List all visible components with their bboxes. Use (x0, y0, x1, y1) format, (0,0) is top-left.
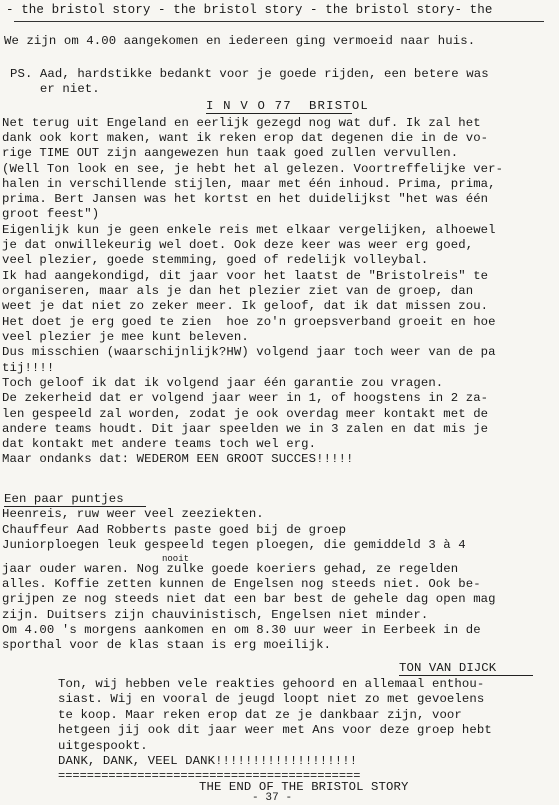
body-line: organiseren, maar als je dan het plezier ziet van de groep, dan (2, 284, 474, 298)
author-underline (399, 675, 533, 676)
body-line: len gespeeld zal worden, zodat je ook overdag meer kontakt met de (2, 407, 489, 421)
point-line: Juniorploegen leuk gespeeld tegen ploegen, die gemiddeld 3 à 4 (2, 538, 466, 552)
title-underline (206, 113, 352, 114)
intro-line: PS. Aad, hardstikke bedankt voor je goede rijden, een betere was (10, 67, 489, 81)
body-line: Dus misschien (waarschijnlijk?HW) volgend jaar toch weer van de pa (2, 345, 496, 359)
intro-line: er niet. (10, 82, 100, 96)
body-line: Ik had aangekondigd, dit jaar voor het laatst de "Bristolreis" te (2, 269, 489, 283)
point-line: Om 4.00 's morgens aankomen en om 8.30 uur weer in Eerbeek in de (2, 623, 481, 637)
point-line: grijpen ze nog steeds niet dat een bar best de gehele dag open mag (2, 592, 496, 606)
running-header: - the bristol story - the bristol story - the bristol story- the (6, 3, 493, 17)
page-number: - 37 - (252, 792, 293, 804)
body-line: dat kontakt met andere teams toch wel erg. (2, 437, 317, 451)
body-line: Het doet je erg goed te zien hoe zo'n groepsverband groeit en hoe (2, 315, 496, 329)
body-line: dank ook kort maken, want ik reken erop dat degenen die in de vo- (2, 131, 489, 145)
body-line: De zekerheid dat er volgend jaar weer in 1, of hoogstens in 2 za- (2, 391, 489, 405)
reply-line: siast. Wij en vooral de jeugd loopt niet zo met gevoelens (58, 692, 485, 706)
body-line: halen in verschillende stijlen, maar met één inhoud. Prima, prima, (2, 177, 496, 191)
body-line: groot feest") (2, 207, 100, 221)
body-line: (Well Ton look en see, je hebt het al gelezen. Voortreffelijke ver- (2, 162, 504, 176)
reply-line: DANK, DANK, VEEL DANK!!!!!!!!!!!!!!!!!!! (58, 754, 358, 768)
point-line: zijn. Duitsers zijn chauvinistisch, Engelsen niet minder. (2, 608, 429, 622)
body-line: andere teams houdt. Dit jaar speelden we in 3 zalen en dat mis je (2, 422, 489, 436)
separator: ========================================== (58, 769, 361, 783)
footer-title: THE END OF THE BRISTOL STORY (199, 780, 409, 794)
body-line: tij!!!! (2, 361, 55, 375)
body-line: je dat onwillekeurig wel doet. Ook deze keer was weer erg goed, (2, 238, 474, 252)
body-line: prima. Bert Jansen was het kortst en het duidelijkst "het was één (2, 192, 489, 206)
point-line: sporthal voor de klas staan is erg moeilijk. (2, 638, 332, 652)
article-title: I N V O 77 BRISTOL (206, 99, 370, 113)
body-line: Net terug uit Engeland en eerlijk gezegd nog wat duf. Ik zal het (2, 116, 481, 130)
point-line: jaar ouder waren. Nog zulke goede koeriers gehad, ze regelden (2, 562, 459, 576)
header-rule (14, 21, 544, 22)
reply-line: hetgeen jij ook dit jaar weer met Ans voor deze groep hebt (58, 723, 492, 737)
body-line: weet je dat niet zo zeker meer. Ik geloof, dat ik dat missen zou. (2, 299, 489, 313)
intro-line: We zijn om 4.00 aangekomen en iedereen ging vermoeid naar huis. (4, 34, 476, 48)
author-name: TON VAN DIJCK (399, 661, 497, 675)
reply-line: Ton, wij hebben vele reakties gehoord en allemaal enthou- (58, 677, 485, 691)
body-line: veel plezier je mee kunt beleven. (2, 330, 249, 344)
body-line: veel plezier, goede stemming, goed of redelijk volleybal. (2, 253, 429, 267)
body-line: Eigenlijk kun je geen enkele reis met elkaar vergelijken, alhoewel (2, 223, 496, 237)
body-line: Toch geloof ik dat ik volgend jaar één garantie zou vragen. (2, 376, 444, 390)
handwritten-insert: nooit (162, 554, 190, 564)
body-line: rige TIME OUT zijn aangewezen hun taak goed zullen vervullen. (2, 146, 459, 160)
reply-line: te koop. Maar reken erop dat ze je dankbaar zijn, voor (58, 708, 462, 722)
section-title: Een paar puntjes (4, 492, 124, 506)
point-line: alles. Koffie zetten kunnen de Engelsen nog steeds niet. Ook be- (2, 577, 481, 591)
body-line: Maar ondanks dat: WEDEROM EEN GROOT SUCCES!!!!! (2, 452, 354, 466)
reply-line: uitgespookt. (58, 739, 148, 753)
point-line: Heenreis, ruw weer veel zeeziekten. (2, 507, 264, 521)
point-line: Chauffeur Aad Robberts paste goed bij de groep (2, 523, 347, 537)
